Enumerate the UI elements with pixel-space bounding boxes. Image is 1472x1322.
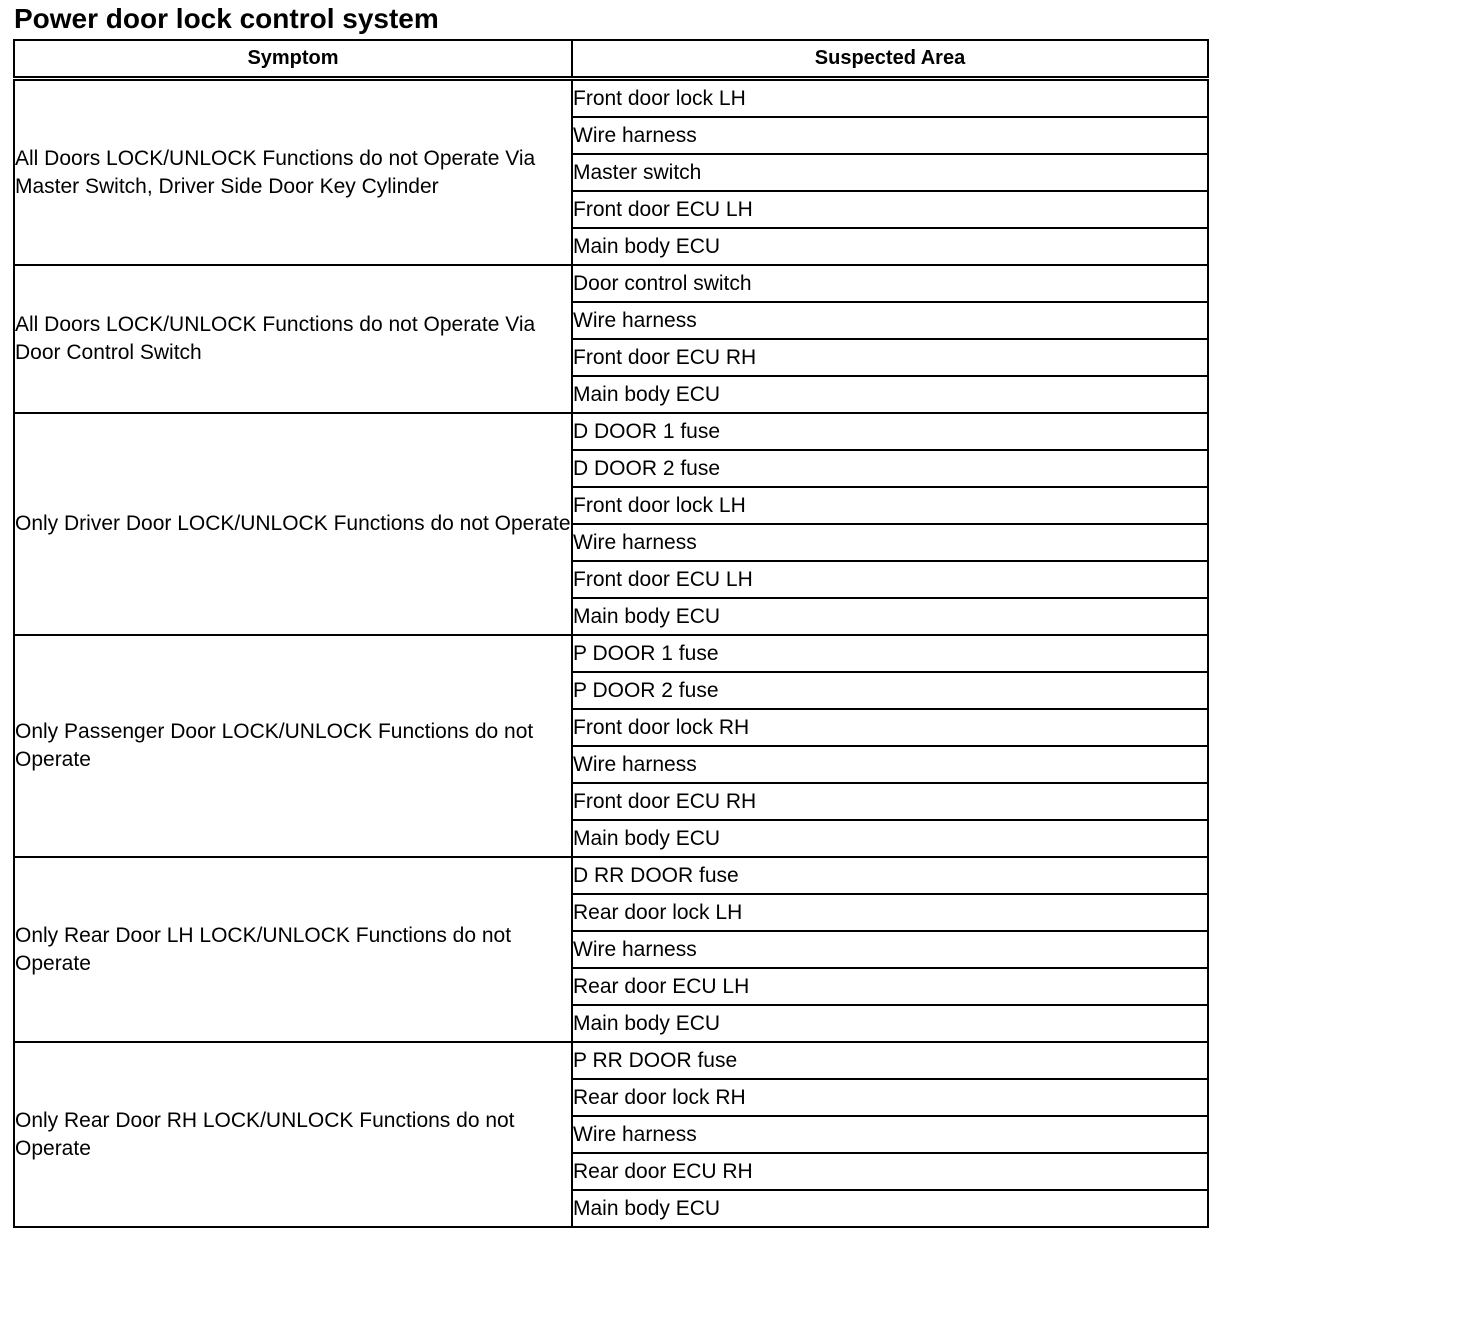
table-body — [14, 79, 1208, 1228]
suspected-area-cell: Rear door lock RH — [572, 1079, 1208, 1116]
suspected-area-cell: Front door lock RH — [572, 709, 1208, 746]
table-row — [14, 79, 1208, 118]
suspected-area-cell: P DOOR 1 fuse — [572, 635, 1208, 672]
suspected-area-cell: Main body ECU — [572, 598, 1208, 635]
suspected-area-cell: Door control switch — [572, 265, 1208, 302]
suspected-area-cell: Main body ECU — [572, 1005, 1208, 1042]
suspected-area-cell: Rear door lock LH — [572, 894, 1208, 931]
suspected-area-cell: Main body ECU — [572, 228, 1208, 265]
suspected-area-cell: Rear door ECU RH — [572, 1153, 1208, 1190]
suspected-area-cell: Wire harness — [572, 524, 1208, 561]
table-row — [14, 635, 1208, 672]
symptom-cell: All Doors LOCK/UNLOCK Functions do not Operate Via Master Switch, Driver Side Door Key Cylinder — [14, 79, 572, 266]
suspected-area-cell: Front door ECU LH — [572, 561, 1208, 598]
suspected-area-cell: Wire harness — [572, 1116, 1208, 1153]
symptom-cell: Only Passenger Door LOCK/UNLOCK Functions do not Operate — [14, 635, 572, 857]
suspected-area-cell: Wire harness — [572, 117, 1208, 154]
suspected-area-cell: Wire harness — [572, 302, 1208, 339]
header-symptom: Symptom — [14, 40, 572, 79]
suspected-area-cell: Main body ECU — [572, 376, 1208, 413]
suspected-area-cell: Front door ECU RH — [572, 339, 1208, 376]
suspected-area-cell: Front door ECU RH — [572, 783, 1208, 820]
header-suspected-area: Suspected Area — [572, 40, 1208, 79]
symptom-cell: Only Rear Door LH LOCK/UNLOCK Functions do not Operate — [14, 857, 572, 1042]
suspected-area-cell: Master switch — [572, 154, 1208, 191]
diagnosis-table — [13, 39, 1209, 1228]
suspected-area-cell: D RR DOOR fuse — [572, 857, 1208, 894]
table-row — [14, 857, 1208, 894]
page-title: Power door lock control system — [14, 3, 439, 34]
suspected-area-cell: Front door ECU LH — [572, 191, 1208, 228]
suspected-area-cell: Main body ECU — [572, 1190, 1208, 1227]
suspected-area-cell: D DOOR 2 fuse — [572, 450, 1208, 487]
suspected-area-cell: P RR DOOR fuse — [572, 1042, 1208, 1079]
suspected-area-cell: Wire harness — [572, 931, 1208, 968]
symptom-cell: All Doors LOCK/UNLOCK Functions do not Operate Via Door Control Switch — [14, 265, 572, 413]
table-row — [14, 265, 1208, 302]
suspected-area-cell: D DOOR 1 fuse — [572, 413, 1208, 450]
table-header-row — [14, 40, 1208, 79]
suspected-area-cell: Main body ECU — [572, 820, 1208, 857]
table-row — [14, 413, 1208, 450]
symptom-cell: Only Driver Door LOCK/UNLOCK Functions do not Operate — [14, 413, 572, 635]
suspected-area-cell: Front door lock LH — [572, 79, 1208, 118]
suspected-area-cell: Rear door ECU LH — [572, 968, 1208, 1005]
table-row — [14, 1042, 1208, 1079]
suspected-area-cell: Wire harness — [572, 746, 1208, 783]
suspected-area-cell: Front door lock LH — [572, 487, 1208, 524]
suspected-area-cell: P DOOR 2 fuse — [572, 672, 1208, 709]
symptom-cell: Only Rear Door RH LOCK/UNLOCK Functions do not Operate — [14, 1042, 572, 1227]
